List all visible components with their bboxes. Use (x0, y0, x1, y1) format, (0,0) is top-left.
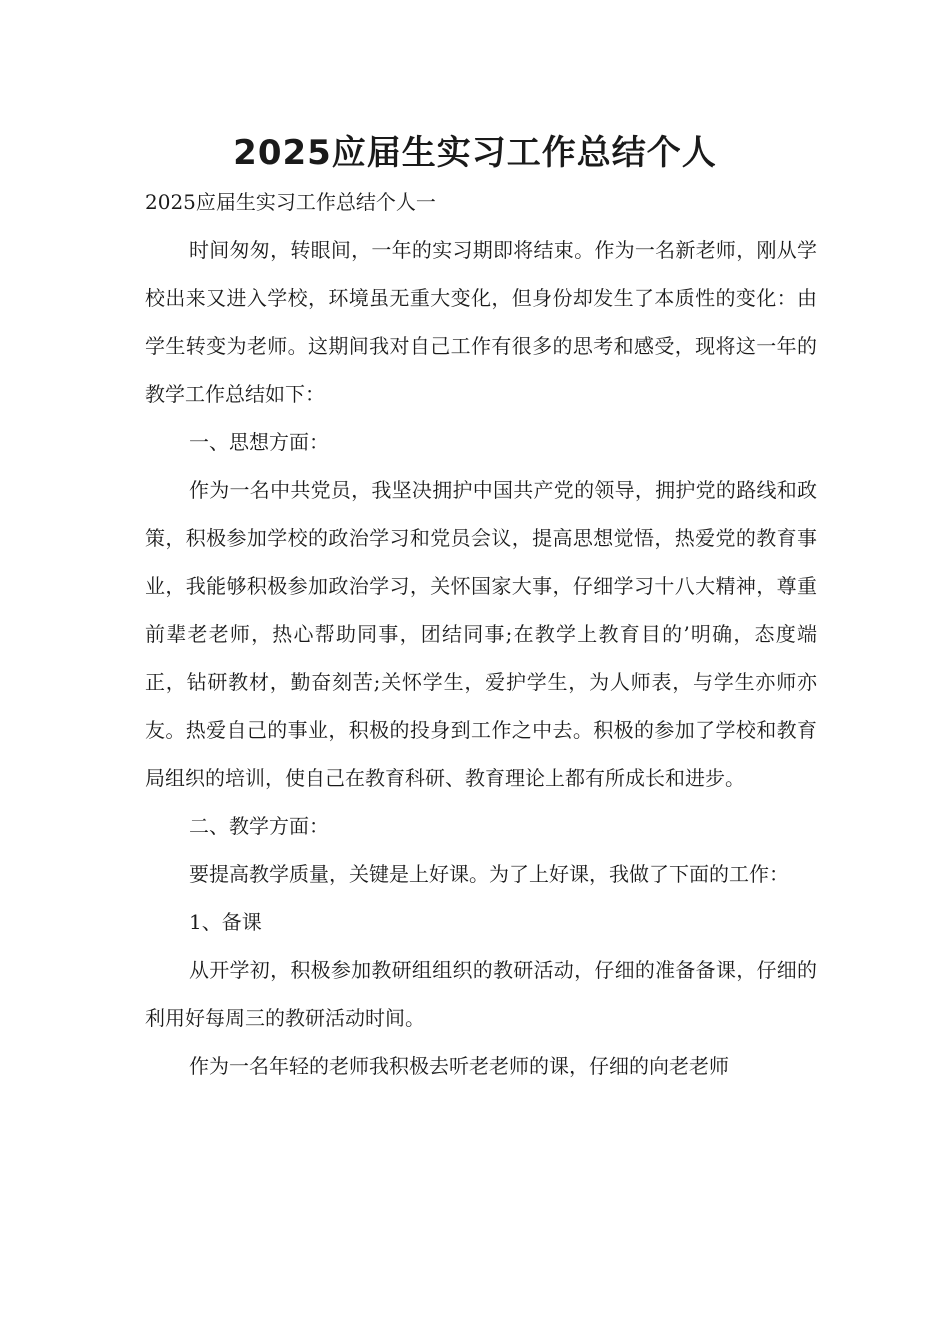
heading-lesson-prep: 1、备课 (189, 910, 262, 934)
paragraph-teaching: 要提高教学质量，关键是上好课。为了上好课，我做了下面的工作： (189, 862, 789, 886)
paragraph-lesson-prep: 从开学初，积极参加教研组组织的教研活动，仔细的准备备课，仔细的利用好每周三的教研活动时间。 (145, 958, 817, 1030)
heading-ideology: 一、思想方面： (189, 430, 329, 454)
section-subtitle: 2025应届生实习工作总结个人一 (145, 190, 436, 214)
heading-teaching: 二、教学方面： (189, 814, 329, 838)
document-title: 2025应届生实习工作总结个人 (233, 133, 717, 173)
paragraph-intro: 时间匆匆，转眼间，一年的实习期即将结束。作为一名新老师，刚从学校出来又进入学校，环境虽无重大变化，但身份却发生了本质性的变化：由学生转变为老师。这期间我对自己工作有很多的思考和感受，现将这一年的教学工作总结如下： (145, 238, 817, 406)
paragraph-ideology: 作为一名中共党员，我坚决拥护中国共产党的领导，拥护党的路线和政策，积极参加学校的政治学习和党员会议，提高思想觉悟，热爱党的教育事业，我能够积极参加政治学习，关怀国家大事，仔细学习十八大精神，尊重前辈老老师，热心帮助同事，团结同事;在教学上教育目的’明确，态度端正，钻研教材，勤奋刻苦;关怀学生，爱护学生，为人师表，与学生亦师亦友。热爱自己的事业，积极的投身到工作之中去。积极的参加了学校和教育局组织的培训，使自己在教育科研、教育理论上都有所成长和进步。 (145, 478, 817, 790)
paragraph-observation: 作为一名年轻的老师我积极去听老老师的课，仔细的向老老师 (189, 1054, 729, 1078)
document-body (145, 178, 817, 1090)
